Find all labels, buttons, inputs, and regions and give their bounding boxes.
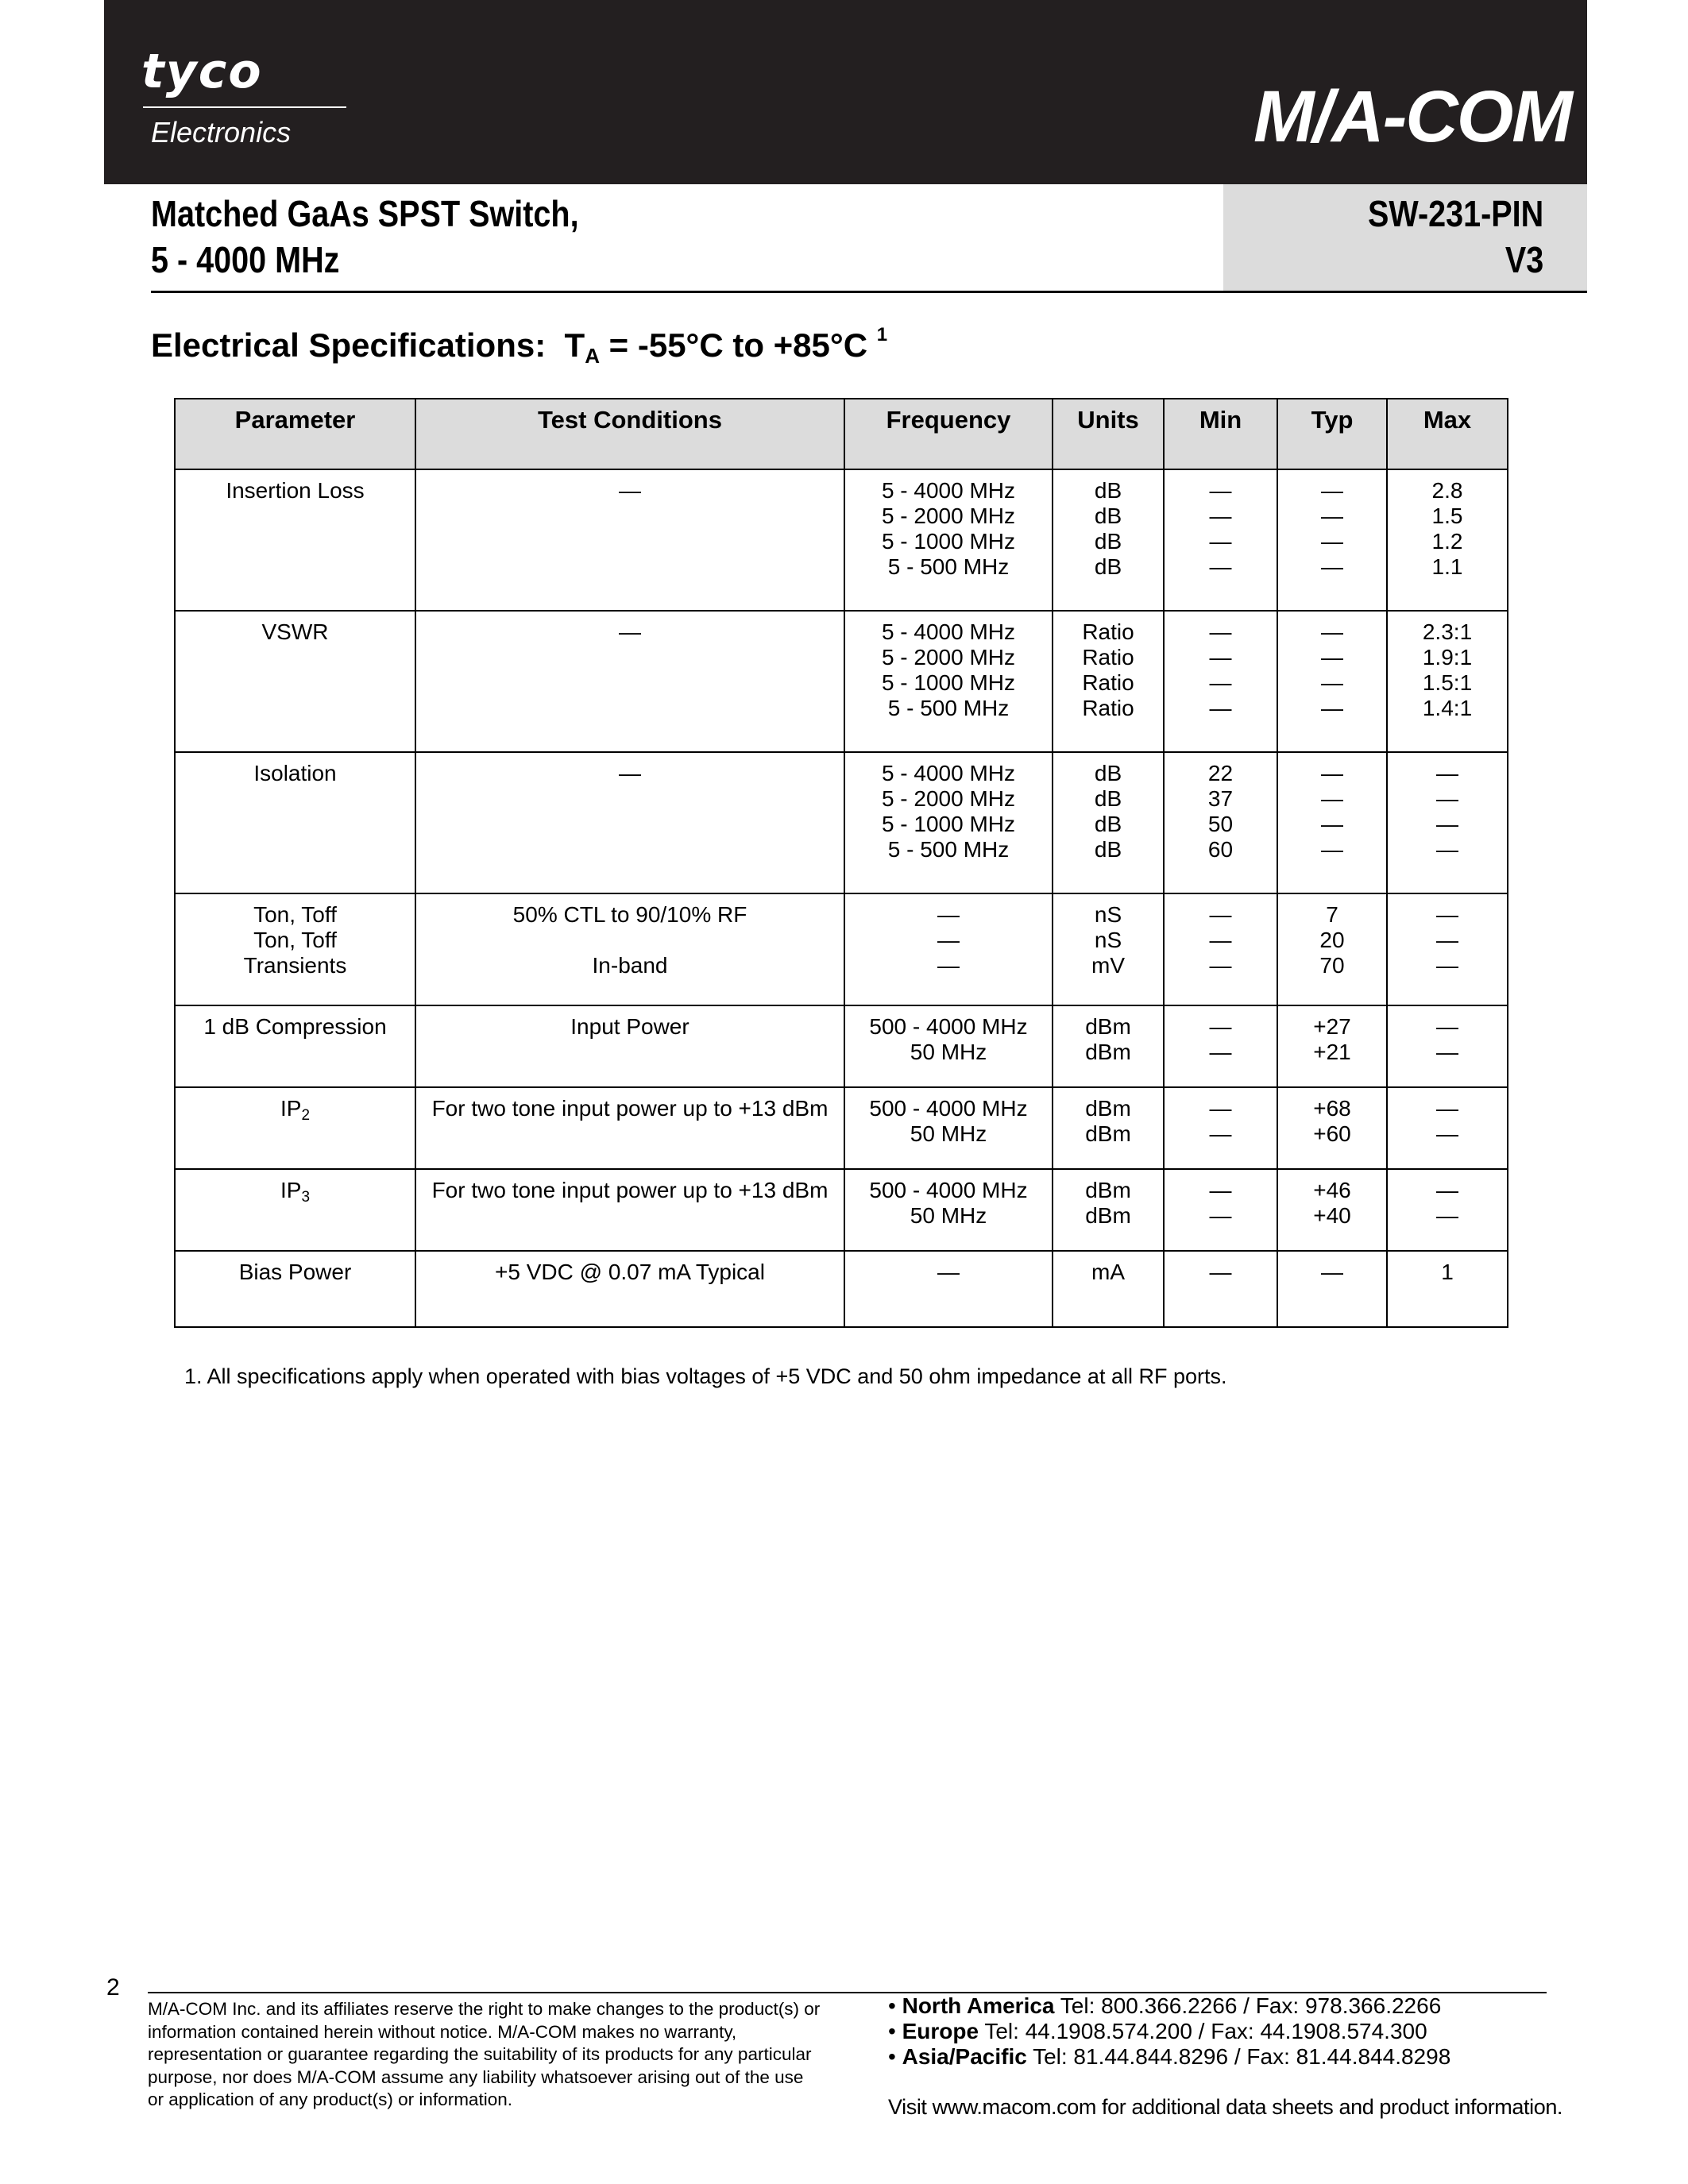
cell-line: 5 - 1000 MHz (881, 529, 1016, 554)
param-ip-main: IP (280, 1178, 302, 1202)
cell-line: — (1209, 1121, 1232, 1146)
cell-line: — (937, 1260, 960, 1284)
temp-symbol: T (564, 326, 585, 364)
cell-line: — (1436, 1121, 1458, 1146)
cell-line: — (1209, 619, 1232, 644)
cell-line: dB (1094, 554, 1122, 579)
cell-line: 70 (1319, 953, 1345, 978)
cell-min (1164, 1087, 1277, 1169)
product-title (151, 191, 579, 283)
cell-line: — (1321, 478, 1343, 503)
cell-line: dBm (1085, 1014, 1131, 1039)
cell-line: — (1321, 1260, 1343, 1284)
cell-conditions (415, 469, 844, 611)
table-row (175, 752, 1508, 893)
cell-line: 60 (1207, 837, 1234, 862)
cell-min (1164, 1251, 1277, 1327)
cell-parameter (175, 893, 415, 1005)
cell-frequency (844, 752, 1053, 893)
cell-frequency (844, 1005, 1053, 1087)
cell-line: 500 - 4000 MHz (869, 1178, 1028, 1202)
cell-max (1387, 1169, 1508, 1251)
cell-line: dB (1094, 478, 1122, 503)
cell-units (1053, 1005, 1164, 1087)
cell-line: — (1436, 953, 1458, 978)
cell-line: dBm (1085, 1096, 1131, 1121)
cell-line: dBm (1085, 1121, 1131, 1146)
cell-line: Ton, Toff (253, 928, 337, 952)
table-footnote: 1. All specifications apply when operated with bias voltages of +5 VDC and 50 ohm impedance at all RF ports. (184, 1364, 1227, 1388)
cell-max (1387, 1087, 1508, 1169)
cell-line: 50 MHz (910, 1040, 987, 1064)
cell-parameter (175, 469, 415, 611)
cell-typ (1277, 611, 1387, 752)
cell-line: nS (1094, 902, 1122, 927)
param-ip-sub: 3 (301, 1189, 311, 1206)
cell-min (1164, 1005, 1277, 1087)
cell-frequency (844, 893, 1053, 1005)
title-divider (151, 291, 1587, 293)
cell-line: 1.9:1 (1422, 645, 1473, 669)
header-parameter: Parameter (175, 399, 415, 469)
cell-max (1387, 611, 1508, 752)
cell-line: — (1209, 1203, 1232, 1228)
cell-line: Input Power (570, 1014, 689, 1039)
cell-line: Bias Power (238, 1260, 352, 1284)
cell-line: 37 (1207, 786, 1234, 811)
bullet: • (888, 2019, 896, 2043)
cell-line: dBm (1085, 1178, 1131, 1202)
cell-line: dB (1094, 812, 1122, 836)
cell-line: — (937, 953, 960, 978)
product-title-line1: Matched GaAs SPST Switch, (151, 193, 579, 234)
cell-line: 5 - 4000 MHz (881, 478, 1016, 503)
cell-conditions (415, 1169, 844, 1251)
cell-frequency (844, 1169, 1053, 1251)
cell-line: — (1436, 1203, 1458, 1228)
cell-line: 50 MHz (910, 1121, 987, 1146)
cell-line: — (1436, 812, 1458, 836)
cell-line: 50 (1207, 812, 1234, 836)
cell-typ (1277, 1005, 1387, 1087)
cell-line: — (1209, 1096, 1232, 1121)
cell-line: 2.8 (1431, 478, 1463, 503)
cell-line: 5 - 4000 MHz (881, 761, 1016, 785)
table-row (175, 1251, 1508, 1327)
tyco-electronics-logo (141, 44, 292, 149)
cell-line: — (1321, 529, 1343, 554)
cell-line: dB (1094, 529, 1122, 554)
part-number: SW-231-PIN (1367, 193, 1543, 234)
cell-line: — (1436, 786, 1458, 811)
cell-line: 5 - 4000 MHz (881, 619, 1016, 644)
cell-line: — (1209, 670, 1232, 695)
header-frequency: Frequency (844, 399, 1053, 469)
cell-typ (1277, 893, 1387, 1005)
cell-line: — (937, 902, 960, 927)
cell-line: 50 MHz (910, 1203, 987, 1228)
cell-line: 1.2 (1431, 529, 1463, 554)
cell-line: 22 (1207, 761, 1234, 785)
table-header-row (175, 399, 1508, 469)
cell-line: 5 - 500 MHz (887, 696, 1010, 720)
cell-units (1053, 893, 1164, 1005)
cell-line: +21 (1313, 1040, 1351, 1064)
header-units: Units (1053, 399, 1164, 469)
cell-line: — (1209, 554, 1232, 579)
cell-line: +40 (1313, 1203, 1351, 1228)
temp-subscript: A (585, 344, 600, 368)
electrical-spec-table (174, 398, 1508, 1328)
cell-line: Insertion Loss (226, 478, 365, 503)
cell-conditions (415, 1251, 844, 1327)
cell-line: 1.4:1 (1422, 696, 1473, 720)
cell-units (1053, 469, 1164, 611)
param-ip-sub: 2 (301, 1107, 311, 1124)
cell-conditions (415, 1087, 844, 1169)
cell-min (1164, 469, 1277, 611)
cell-line: — (1209, 478, 1232, 503)
cell-line: 2.3:1 (1422, 619, 1473, 644)
cell-line: 1 dB Compression (203, 1014, 387, 1039)
page-number: 2 (106, 1974, 120, 2001)
cell-line: Transients (243, 953, 347, 978)
macom-logo: M/A-COM (1253, 76, 1571, 157)
cell-line: — (1209, 1260, 1232, 1284)
cell-line: — (1209, 645, 1232, 669)
cell-line: — (1321, 696, 1343, 720)
cell-parameter (175, 1005, 415, 1087)
cell-line: — (1321, 670, 1343, 695)
cell-units (1053, 752, 1164, 893)
cell-line: — (1209, 529, 1232, 554)
cell-line: — (1321, 837, 1343, 862)
cell-line: — (1321, 554, 1343, 579)
cell-conditions (415, 893, 844, 1005)
contact-asia-pacific (888, 2044, 1450, 2070)
cell-line (179, 1096, 411, 1129)
cell-min (1164, 1169, 1277, 1251)
spec-heading-prefix: Electrical Specifications: (151, 326, 547, 364)
cell-max (1387, 893, 1508, 1005)
cell-units (1053, 1251, 1164, 1327)
cell-max (1387, 1005, 1508, 1087)
cell-conditions (415, 752, 844, 893)
cell-line: — (619, 619, 641, 644)
cell-line: 5 - 500 MHz (887, 837, 1010, 862)
cell-line: 20 (1319, 928, 1345, 952)
cell-frequency (844, 611, 1053, 752)
cell-conditions (415, 611, 844, 752)
cell-frequency (844, 1087, 1053, 1169)
cell-line: — (1321, 504, 1343, 528)
cell-line: 5 - 1000 MHz (881, 670, 1016, 695)
cell-line: 1.5 (1431, 504, 1463, 528)
cell-line: — (1209, 504, 1232, 528)
cell-line: — (937, 928, 960, 952)
cell-conditions (415, 1005, 844, 1087)
part-number-block (1368, 191, 1543, 283)
cell-line: +68 (1313, 1096, 1351, 1121)
contact-numbers: Tel: 81.44.844.8296 / Fax: 81.44.844.8298 (1026, 2044, 1451, 2069)
cell-line: — (619, 761, 641, 785)
cell-line: — (619, 478, 641, 503)
cell-line: — (1209, 928, 1232, 952)
cell-min (1164, 611, 1277, 752)
cell-line: — (1436, 902, 1458, 927)
region-label: Europe (902, 2019, 979, 2043)
cell-line: Ton, Toff (253, 902, 337, 927)
cell-line: dB (1094, 837, 1122, 862)
cell-frequency (844, 469, 1053, 611)
cell-parameter (175, 1169, 415, 1251)
website-link-text[interactable]: Visit www.macom.com for additional data sheets and product information. (888, 2095, 1563, 2119)
spec-heading (151, 324, 887, 369)
cell-line: 50% CTL to 90/10% RF (512, 902, 747, 927)
header-max: Max (1387, 399, 1508, 469)
tyco-logo-rule (143, 106, 346, 108)
cell-line: Ratio (1082, 619, 1134, 644)
cell-line: — (1321, 761, 1343, 785)
cell-line: — (1436, 1040, 1458, 1064)
cell-parameter (175, 1087, 415, 1169)
cell-line: — (1436, 837, 1458, 862)
cell-line: Isolation (253, 761, 337, 785)
cell-line: +46 (1313, 1178, 1351, 1202)
cell-line: 5 - 500 MHz (887, 554, 1010, 579)
cell-typ (1277, 1251, 1387, 1327)
cell-parameter (175, 752, 415, 893)
cell-line: — (1209, 1040, 1232, 1064)
table-row (175, 1087, 1508, 1169)
param-ip-main: IP (280, 1096, 302, 1121)
cell-max (1387, 469, 1508, 611)
cell-line: 500 - 4000 MHz (869, 1014, 1028, 1039)
cell-line: +27 (1313, 1014, 1351, 1039)
cell-line: dB (1094, 761, 1122, 785)
cell-max (1387, 752, 1508, 893)
contact-numbers: Tel: 800.366.2266 / Fax: 978.366.2266 (1054, 1993, 1442, 2018)
table-row (175, 1005, 1508, 1087)
cell-line: — (1209, 1178, 1232, 1202)
cell-line: VSWR (261, 619, 329, 644)
table-row (175, 893, 1508, 1005)
cell-line: Ratio (1082, 696, 1134, 720)
cell-line: — (1321, 645, 1343, 669)
cell-line: — (1209, 1014, 1232, 1039)
contact-numbers: Tel: 44.1908.574.200 / Fax: 44.1908.574.300 (979, 2019, 1427, 2043)
cell-line: nS (1094, 928, 1122, 952)
cell-units (1053, 1169, 1164, 1251)
cell-line: — (1436, 1014, 1458, 1039)
cell-line: — (1321, 619, 1343, 644)
cell-line: — (1209, 902, 1232, 927)
cell-line: 5 - 1000 MHz (881, 812, 1016, 836)
cell-min (1164, 752, 1277, 893)
legal-disclaimer: M/A-COM Inc. and its affiliates reserve the right to make changes to the product(s) or information contained herein without notice. M/A-COM makes no warranty, representation or guarantee regarding the suitability of its products for any particular purpose, nor does M/A-COM assume any liability whatsoever arising out of the use or application of any product(s) or information. (148, 1999, 821, 2109)
bullet: • (888, 1993, 896, 2018)
version: V3 (1505, 239, 1543, 280)
cell-parameter (175, 1251, 415, 1327)
cell-line: dB (1094, 786, 1122, 811)
regional-contacts (888, 1993, 1450, 2070)
cell-typ (1277, 1087, 1387, 1169)
cell-line (179, 1178, 411, 1210)
cell-line: 7 (1326, 902, 1338, 927)
table-row (175, 1169, 1508, 1251)
cell-line: 1.5:1 (1422, 670, 1473, 695)
cell-units (1053, 1087, 1164, 1169)
contact-europe (888, 2019, 1450, 2044)
cell-line: — (1436, 1096, 1458, 1121)
cell-line: In-band (592, 953, 668, 978)
cell-line: — (1436, 928, 1458, 952)
cell-max (1387, 1251, 1508, 1327)
header-min: Min (1164, 399, 1277, 469)
cell-line: — (1209, 953, 1232, 978)
cell-line: — (1209, 696, 1232, 720)
tyco-logo-subtitle: Electronics (151, 116, 292, 149)
product-title-line2: 5 - 4000 MHz (151, 239, 340, 280)
cell-line: 1 (1441, 1260, 1454, 1284)
contact-north-america (888, 1993, 1450, 2019)
cell-parameter (175, 611, 415, 752)
cell-line: For two tone input power up to +13 dBm (431, 1096, 829, 1121)
cell-line: dBm (1085, 1040, 1131, 1064)
cell-frequency (844, 1251, 1053, 1327)
header-test-conditions: Test Conditions (415, 399, 844, 469)
cell-line: — (1321, 786, 1343, 811)
cell-line: dB (1094, 504, 1122, 528)
region-label: North America (902, 1993, 1055, 2018)
cell-line: Ratio (1082, 645, 1134, 669)
region-label: Asia/Pacific (902, 2044, 1027, 2069)
table-row (175, 611, 1508, 752)
cell-line: +60 (1313, 1121, 1351, 1146)
cell-line: — (1436, 1178, 1458, 1202)
table-row (175, 469, 1508, 611)
cell-units (1053, 611, 1164, 752)
cell-line: 1.1 (1431, 554, 1463, 579)
cell-line: +5 VDC @ 0.07 mA Typical (495, 1260, 765, 1284)
cell-line: dBm (1085, 1203, 1131, 1228)
cell-line: — (1321, 812, 1343, 836)
footnote-ref: 1 (876, 324, 888, 345)
cell-line: 5 - 2000 MHz (881, 504, 1016, 528)
temp-range: = -55°C to +85°C (599, 326, 877, 364)
cell-line: For two tone input power up to +13 dBm (431, 1178, 829, 1202)
cell-typ (1277, 752, 1387, 893)
cell-min (1164, 893, 1277, 1005)
cell-line (419, 928, 840, 953)
cell-line: 5 - 2000 MHz (881, 645, 1016, 669)
cell-line: — (1436, 761, 1458, 785)
header-typ: Typ (1277, 399, 1387, 469)
cell-typ (1277, 469, 1387, 611)
bullet: • (888, 2044, 896, 2069)
cell-line: 500 - 4000 MHz (869, 1096, 1028, 1121)
cell-line: Ratio (1082, 670, 1134, 695)
cell-line: mA (1091, 1260, 1125, 1284)
cell-line: 5 - 2000 MHz (881, 786, 1016, 811)
cell-typ (1277, 1169, 1387, 1251)
tyco-logo-word: tyco (141, 44, 263, 99)
cell-line: mV (1091, 953, 1125, 978)
